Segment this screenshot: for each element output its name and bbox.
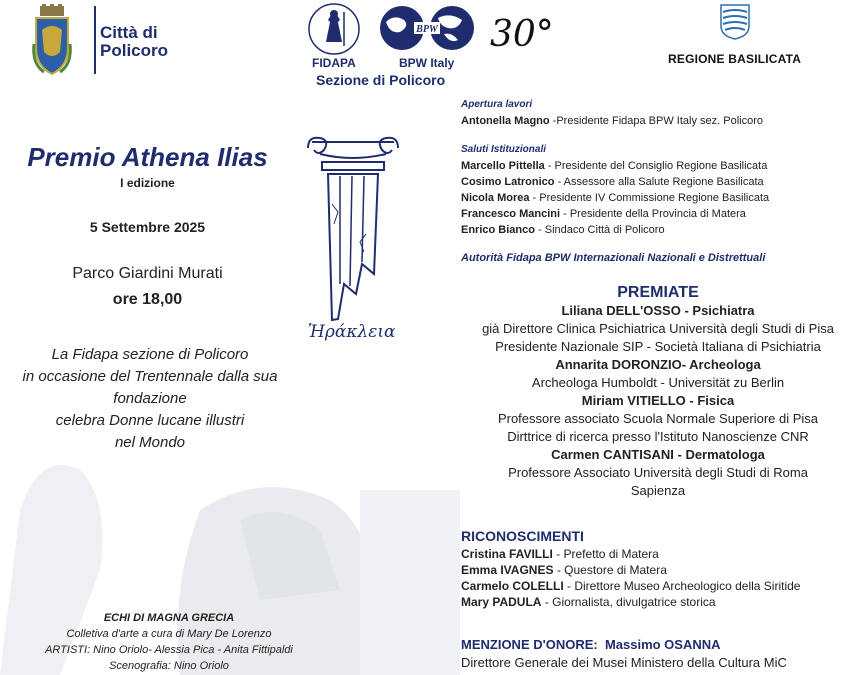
event-venue: Parco Giardini Murati	[72, 265, 223, 282]
awardee-detail: Professore associato Scuola Normale Superiore di Pisa	[497, 411, 819, 426]
recognition-role: - Direttore Museo Archeologico della Siritide	[563, 579, 801, 593]
apertura-heading: Apertura lavori	[461, 99, 533, 110]
column-caption: Ἡράκλεια	[308, 322, 396, 342]
menzione-name: Massimo OSANNA	[604, 637, 721, 652]
section-label: Sezione di Policoro	[316, 72, 446, 88]
recognition-item	[461, 578, 800, 594]
speaker-role: - Assessore alla Salute Regione Basilicata	[554, 176, 764, 188]
apertura-block	[461, 97, 763, 129]
menzione-block	[461, 636, 787, 672]
fidapa-athena-logo-icon	[308, 2, 360, 56]
city-name-line2: Policoro	[100, 41, 169, 60]
fidapa-label: FIDAPA	[312, 56, 356, 70]
city-name	[100, 24, 168, 60]
regione-basilicata-emblem-icon	[720, 4, 750, 40]
echi-block	[0, 610, 338, 674]
bpw-logo-text: BPW	[416, 24, 438, 35]
saluti-item	[461, 222, 769, 238]
awardee-name: Miriam VITIELLO - Fisica	[581, 393, 735, 408]
awardee-detail: Professore Associato Università degli Studi di Roma	[508, 465, 808, 480]
region-label: REGIONE BASILICATA	[668, 52, 802, 66]
awardee-detail: già Direttore Clinica Psichiatrica Università degli Studi di Pisa	[482, 321, 834, 336]
intro-line: fondazione	[113, 390, 187, 407]
intro-text	[20, 344, 280, 454]
menzione-role: Direttore Generale dei Musei Ministero della Cultura MiC	[461, 655, 787, 670]
event-date: 5 Settembre 2025	[89, 219, 206, 235]
anniversary-number: 30°	[490, 14, 554, 55]
awardee-detail: Sapienza	[630, 483, 686, 498]
speaker-name: Cosimo Latronico	[461, 176, 555, 188]
saluti-block	[461, 142, 769, 238]
speaker-role: - Sindaco Città di Policoro	[534, 224, 665, 236]
saluti-heading: Saluti Istituzionali	[461, 144, 547, 155]
awardee-detail: Archeologa Humboldt - Universität zu Berlin	[531, 375, 785, 390]
awardee-name: Carmen CANTISANI - Dermatologa	[551, 447, 765, 462]
speaker-role: - Presidente IV Commissione Regione Basilicata	[529, 192, 770, 204]
menzione-label: MENZIONE D'ONORE:	[461, 637, 598, 652]
premiate-block	[458, 284, 850, 500]
apertura-item	[461, 113, 763, 129]
echi-title: ECHI DI MAGNA GRECIA	[103, 612, 235, 624]
awardee-detail: Presidente Nazionale SIP - Società Italiana di Psichiatria	[495, 339, 821, 354]
saluti-item	[461, 190, 769, 206]
awardee-name: Liliana DELL'OSSO - Psichiatra	[561, 303, 755, 318]
intro-line: nel Mondo	[114, 434, 186, 451]
recognition-role: - Prefetto di Matera	[552, 547, 659, 561]
speaker-name: Antonella Magno	[461, 115, 550, 127]
premiate-title: PREMIATE	[617, 284, 699, 301]
riconoscimenti-title: RICONOSCIMENTI	[461, 528, 584, 544]
intro-line: La Fidapa sezione di Policoro	[51, 346, 249, 363]
city-divider	[94, 6, 96, 74]
recognition-item	[461, 562, 800, 578]
awardee-detail: Dirttrice di ricerca presso l'Istituto Nanoscienze CNR	[507, 429, 809, 444]
speaker-role: -Presidente Fidapa BPW Italy sez. Policoro	[549, 115, 763, 127]
speaker-role: - Presidente del Consiglio Regione Basilicata	[544, 160, 768, 172]
riconoscimenti-block	[461, 528, 800, 610]
recognition-name: Carmelo COLELLI	[461, 579, 564, 593]
speaker-name: Enrico Bianco	[461, 224, 535, 236]
speaker-name: Marcello Pittella	[461, 160, 545, 172]
echi-line: ARTISTI: Nino Oriolo- Alessia Pica - Anita Fittipaldi	[45, 644, 293, 656]
recognition-name: Emma IVAGNES	[461, 563, 554, 577]
recognition-role: - Questore di Matera	[553, 563, 667, 577]
event-edition: I edizione	[120, 176, 175, 190]
awardee-name: Annarita DORONZIO- Archeologa	[555, 357, 761, 372]
autorita-line: Autorità Fidapa BPW Internazionali Nazionali e Distrettuali	[461, 252, 766, 264]
policoro-coat-of-arms-icon	[32, 4, 72, 76]
speaker-name: Francesco Mancini	[461, 208, 561, 220]
city-name-line1: Città di	[100, 23, 158, 42]
saluti-item	[461, 174, 769, 190]
intro-line: in occasione del Trentennale dalla sua	[22, 368, 278, 385]
speaker-role: - Presidente della Provincia di Matera	[560, 208, 746, 220]
recognition-name: Mary PADULA	[461, 595, 542, 609]
recognition-item	[461, 546, 800, 562]
bpw-globe-logo-icon	[378, 4, 476, 52]
recognition-item	[461, 594, 800, 610]
recognition-name: Cristina FAVILLI	[461, 547, 553, 561]
intro-line: celebra Donne lucane illustri	[55, 412, 245, 429]
ionic-column-icon	[304, 134, 402, 324]
recognition-role: - Giornalista, divulgatrice storica	[541, 595, 716, 609]
echi-line: Colletiva d'arte a cura di Mary De Lorenzo	[66, 628, 272, 640]
speaker-name: Nicola Morea	[461, 192, 530, 204]
saluti-item	[461, 158, 769, 174]
bpw-label: BPW Italy	[399, 56, 455, 70]
echi-line: Scenografia: Nino Oriolo	[109, 660, 229, 672]
menzione-line	[461, 636, 787, 654]
event-time: ore 18,00	[112, 291, 183, 308]
event-title: Premio Athena Ilias	[27, 142, 268, 172]
saluti-item	[461, 206, 769, 222]
